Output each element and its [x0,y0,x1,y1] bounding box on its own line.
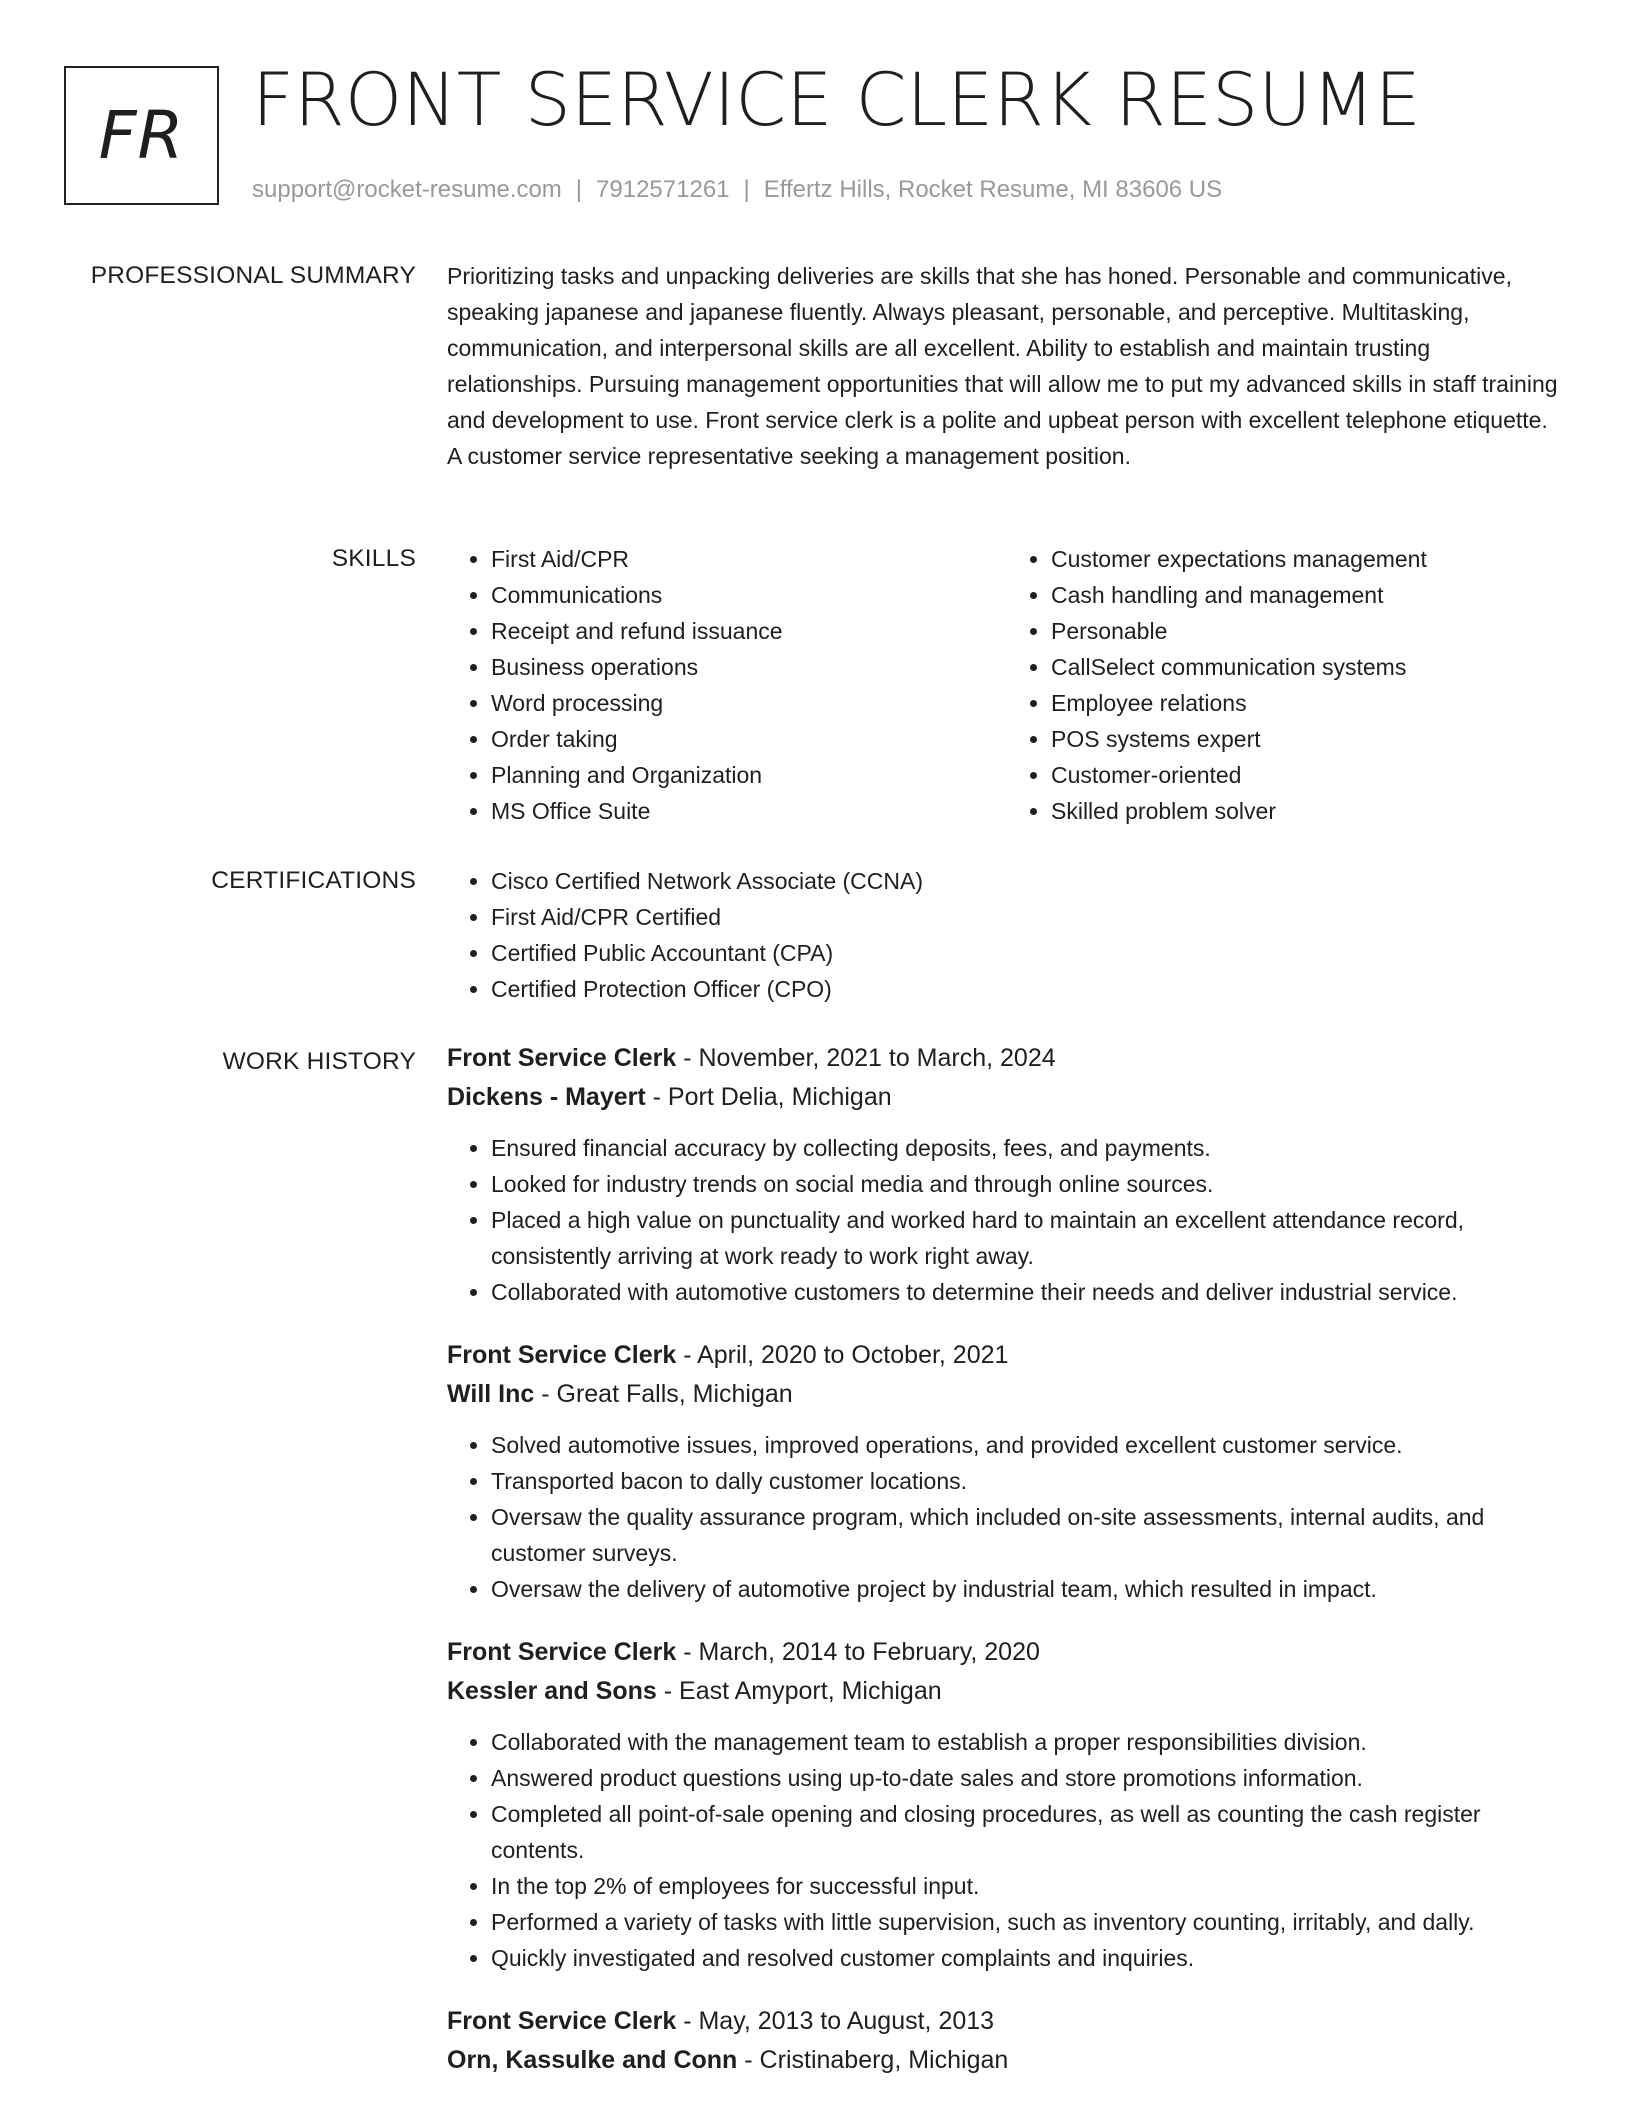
skill-item: • Skilled problem solver [1051,793,1567,829]
job-company-line [447,2041,1567,2080]
section-heading-certifications: CERTIFICATIONS [211,867,416,894]
job-title: Front Service Clerk [447,1044,677,1072]
job-title: Front Service Clerk [447,2007,677,2035]
resume-title: FRONT SERVICE CLERK RESUME [252,58,1421,143]
contact-email: support@rocket-resume.com [252,176,562,203]
certification-item: • Certified Protection Officer (CPO) [491,971,1567,1007]
job-location: - Port Delia, Michigan [645,1083,892,1111]
certification-item: • First Aid/CPR Certified [491,899,1567,935]
monogram-box [64,66,219,205]
job-duty-item: • Transported bacon to dally customer locations. [491,1463,1567,1499]
skill-item: • CallSelect communication systems [1051,649,1567,685]
skill-item: • First Aid/CPR [491,541,1007,577]
job-duty-item: • Collaborated with automotive customers to determine their needs and deliver industrial service. [491,1274,1567,1310]
contact-separator: | [743,176,750,203]
job-duties-list [447,1724,1567,1976]
job-entry [447,1039,1567,1310]
certification-item: • Certified Public Accountant (CPA) [491,935,1567,971]
job-dates: - March, 2014 to February, 2020 [676,1638,1040,1666]
job-location: - East Amyport, Michigan [656,1677,942,1705]
skill-item: • Planning and Organization [491,757,1007,793]
skill-item: • POS systems expert [1051,721,1567,757]
skills-body [447,541,1567,829]
job-title-line [447,1336,1567,1375]
contact-address: Effertz Hills, Rocket Resume, MI 83606 US [763,176,1223,203]
job-duty-item: • Answered product questions using up-to-date sales and store promotions information. [491,1760,1567,1796]
job-company: Orn, Kassulke and Conn [447,2046,738,2074]
certifications-body [447,863,1567,1007]
skill-item: • Word processing [491,685,1007,721]
contact-separator: | [575,176,583,203]
contact-line [252,175,1222,205]
job-company-line [447,1375,1567,1414]
job-duty-item: • Oversaw the quality assurance program, which included on-site assessments, internal audits, and customer surveys. [491,1499,1567,1571]
skill-item: • Business operations [491,649,1007,685]
work-history-body [447,1039,1567,2106]
skills-list-right [1007,541,1567,829]
job-title-line [447,1633,1567,1672]
job-title-line [447,2002,1567,2041]
skills-columns [447,541,1567,829]
job-title: Front Service Clerk [447,1638,677,1666]
job-entry [447,1336,1567,1607]
job-duty-item: • Collaborated with the management team to establish a proper responsibilities division. [491,1724,1567,1760]
monogram-initials: FR [98,97,185,174]
skill-item: • Communications [491,577,1007,613]
job-duty-item: • Performed a variety of tasks with little supervision, such as inventory counting, irritably, and dally. [491,1904,1567,1940]
job-entry [447,2002,1567,2080]
section-heading-summary: PROFESSIONAL SUMMARY [90,262,416,289]
job-company-line [447,1078,1567,1117]
contact-phone: 7912571261 [596,176,730,203]
skill-item: • MS Office Suite [491,793,1007,829]
job-duty-item: • Quickly investigated and resolved customer complaints and inquiries. [491,1940,1567,1976]
skill-item: • Employee relations [1051,685,1567,721]
job-duties-list [447,1130,1567,1310]
section-heading-skills: SKILLS [331,545,416,572]
job-duty-item: • Looked for industry trends on social media and through online sources. [491,1166,1567,1202]
skill-item: • Cash handling and management [1051,577,1567,613]
job-dates: - November, 2021 to March, 2024 [676,1044,1056,1072]
job-title-line [447,1039,1567,1078]
job-dates: - April, 2020 to October, 2021 [676,1341,1009,1369]
job-duty-item: • Completed all point-of-sale opening and closing procedures, as well as counting the cash register contents. [491,1796,1567,1868]
job-entry [447,1633,1567,1976]
skill-item: • Customer expectations management [1051,541,1567,577]
job-company: Will Inc [447,1380,535,1408]
job-duty-item: • Ensured financial accuracy by collecting deposits, fees, and payments. [491,1130,1567,1166]
certifications-list [447,863,1567,1007]
job-duty-item: • Solved automotive issues, improved operations, and provided excellent customer service. [491,1427,1567,1463]
section-heading-work-history: WORK HISTORY [222,1048,416,1075]
certification-item: • Cisco Certified Network Associate (CCNA) [491,863,1567,899]
skill-item: • Order taking [491,721,1007,757]
skills-list-left [447,541,1007,829]
job-duty-item: • Placed a high value on punctuality and worked hard to maintain an excellent attendance record, consistently arriving at work ready to work right away. [491,1202,1567,1274]
job-company: Dickens - Mayert [447,1083,646,1111]
job-duties-list [447,1427,1567,1607]
job-title: Front Service Clerk [447,1341,677,1369]
job-company: Kessler and Sons [447,1677,657,1705]
job-dates: - May, 2013 to August, 2013 [676,2007,995,2035]
skill-item: • Personable [1051,613,1567,649]
skill-item: • Customer-oriented [1051,757,1567,793]
job-location: - Great Falls, Michigan [534,1380,793,1408]
job-duty-item: • In the top 2% of employees for successful input. [491,1868,1567,1904]
job-location: - Cristinaberg, Michigan [737,2046,1009,2074]
skill-item: • Receipt and refund issuance [491,613,1007,649]
job-duty-item: • Oversaw the delivery of automotive project by industrial team, which resulted in impact. [491,1571,1567,1607]
job-company-line [447,1672,1567,1711]
summary-text: Prioritizing tasks and unpacking deliveries are skills that she has honed. Personable and communicative, speaking japanese and japanese fluently. Always pleasant, personable, and perceptive. Multitasking, communication, and interpersonal skills are all excellent. Ability to establish and maintain trusting relationships. Pursuing management opportunities that will allow me to put my advanced skills in staff training and development to use. Front service clerk is a polite and upbeat person with excellent telephone etiquette. A customer service representative seeking a management position. [447,263,1558,469]
summary-body [447,258,1567,474]
